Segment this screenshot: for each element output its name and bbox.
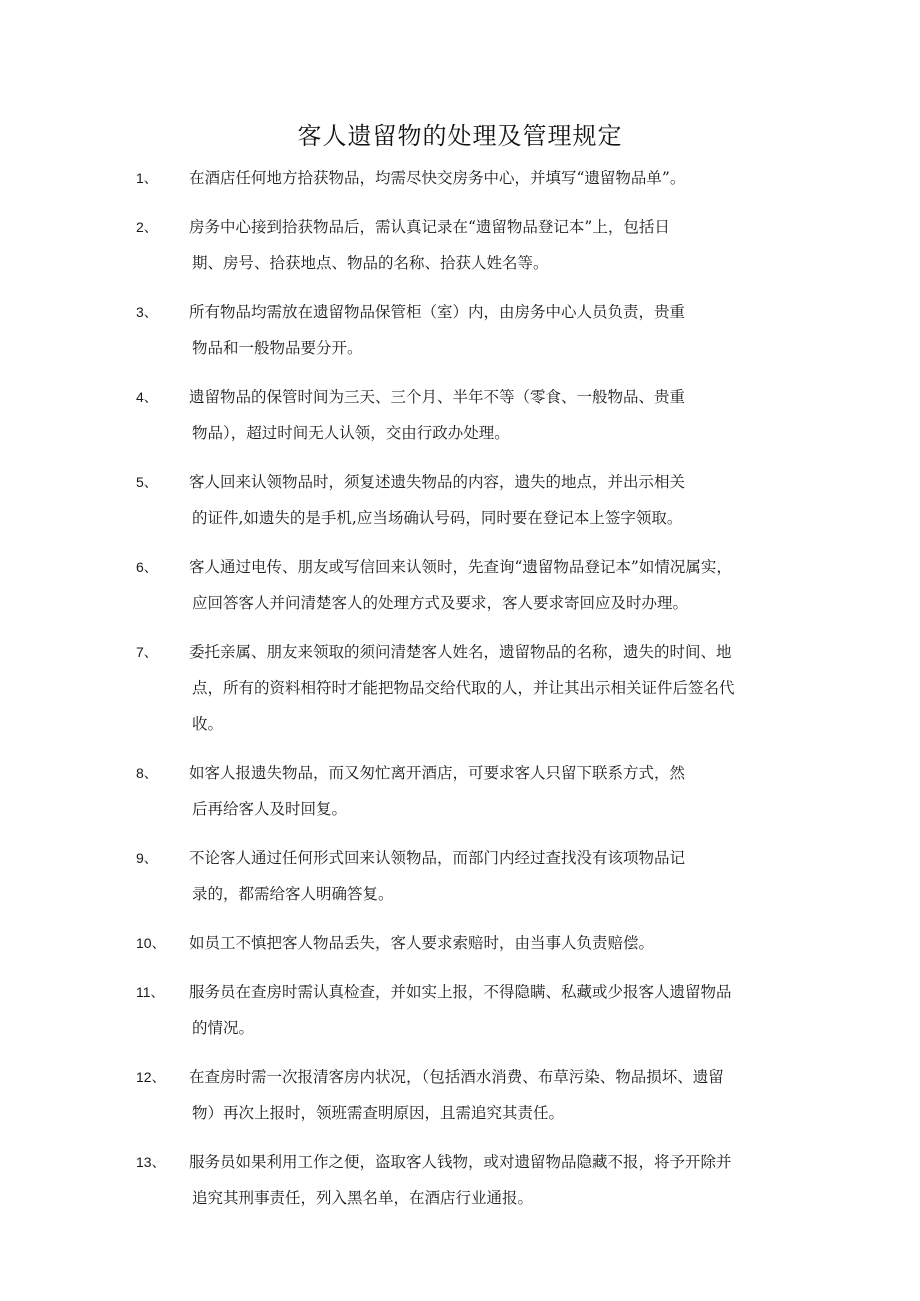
item-line: 录的，都需给客人明确答复。: [192, 885, 394, 903]
item-number: 4、: [136, 389, 158, 405]
item-line: 客人回来认领物品时，须复述遗失物品的内容，遗失的地点，并出示相关: [189, 473, 686, 491]
list-item: [0, 974, 920, 1046]
item-text: [189, 755, 789, 827]
item-line: 物品和一般物品要分开。: [192, 339, 363, 357]
item-number: 8、: [136, 765, 158, 781]
list-item: [0, 549, 920, 621]
item-text: [189, 379, 789, 451]
item-line: 如员工不慎把客人物品丢失，客人要求索赔时，由当事人负责赔偿。: [189, 934, 655, 952]
item-line: 所有物品均需放在遗留物品保管柜（室）内，由房务中心人员负责，贵重: [189, 303, 686, 321]
item-line: 服务员如果利用工作之便，盗取客人钱物，或对遗留物品隐藏不报，将予开除并: [189, 1153, 732, 1171]
item-line: 物品），超过时间无人认领，交由行政办处理。: [192, 424, 510, 442]
item-line: 客人通过电传、朋友或写信回来认领时，先查询“遗留物品登记本”如情况属实，: [189, 558, 732, 576]
item-text: [189, 464, 789, 536]
item-text: [189, 160, 789, 196]
rules-list: [0, 160, 920, 1229]
page-title: 客人遗留物的处理及管理规定: [297, 122, 623, 150]
item-line: 在酒店任何地方拾获物品，均需尽快交房务中心，并填写“遗留物品单”。: [189, 169, 686, 187]
item-text: [189, 209, 789, 281]
list-item: [0, 925, 920, 961]
item-line: 房务中心接到拾获物品后，需认真记录在“遗留物品登记本”上，包括日: [189, 218, 670, 236]
item-line: 期、房号、拾获地点、物品的名称、拾获人姓名等。: [192, 254, 549, 272]
item-number: 1、: [136, 170, 158, 186]
item-text: [189, 294, 789, 366]
item-line: 后再给客人及时回复。: [192, 800, 348, 818]
item-text: [189, 974, 789, 1046]
item-number: 10、: [136, 935, 166, 951]
list-item: [0, 160, 920, 196]
list-item: [0, 634, 920, 742]
list-item: [0, 1059, 920, 1131]
item-line: 委托亲属、朋友来领取的须问清楚客人姓名，遗留物品的名称，遗失的时间、地: [189, 643, 732, 661]
item-number: 6、: [136, 559, 158, 575]
item-number: 3、: [136, 304, 158, 320]
item-line: 收。: [192, 715, 224, 733]
item-number: 2、: [136, 219, 158, 235]
item-line: 追究其刑事责任，列入黑名单，在酒店行业通报。: [192, 1189, 534, 1207]
item-line: 不论客人通过任何形式回来认领物品，而部门内经过查找没有该项物品记: [189, 849, 686, 867]
list-item: [0, 379, 920, 451]
list-item: [0, 294, 920, 366]
item-text: [189, 1144, 789, 1216]
item-number: 5、: [136, 474, 158, 490]
list-item: [0, 755, 920, 827]
list-item: [0, 209, 920, 281]
list-item: [0, 1144, 920, 1216]
item-line: 物）再次上报时，领班需查明原因，且需追究其责任。: [192, 1104, 565, 1122]
item-text: [189, 634, 789, 742]
item-line: 的证件,如遗失的是手机,应当场确认号码，同时要在登记本上签字领取。: [192, 509, 683, 527]
item-line: 在查房时需一次报清客房内状况，（包括酒水消费、布草污染、物品损坏、遗留: [189, 1068, 724, 1086]
item-line: 的情况。: [192, 1019, 255, 1037]
item-number: 12、: [136, 1069, 166, 1085]
list-item: [0, 840, 920, 912]
item-line: 应回答客人并问清楚客人的处理方式及要求，客人要求寄回应及时办理。: [192, 594, 689, 612]
item-number: 11、: [136, 984, 165, 1000]
item-text: [189, 840, 789, 912]
item-text: [189, 925, 789, 961]
item-number: 9、: [136, 850, 158, 866]
item-number: 13、: [136, 1154, 166, 1170]
item-text: [189, 549, 789, 621]
item-line: 点，所有的资料相符时才能把物品交给代取的人，并让其出示相关证件后签名代: [192, 679, 735, 697]
item-line: 如客人报遗失物品，而又匆忙离开酒店，可要求客人只留下联系方式，然: [189, 764, 686, 782]
list-item: [0, 464, 920, 536]
item-text: [189, 1059, 789, 1131]
item-number: 7、: [136, 644, 158, 660]
item-line: 遗留物品的保管时间为三天、三个月、半年不等（零食、一般物品、贵重: [189, 388, 686, 406]
item-line: 服务员在查房时需认真检查，并如实上报，不得隐瞒、私藏或少报客人遗留物品: [189, 983, 732, 1001]
